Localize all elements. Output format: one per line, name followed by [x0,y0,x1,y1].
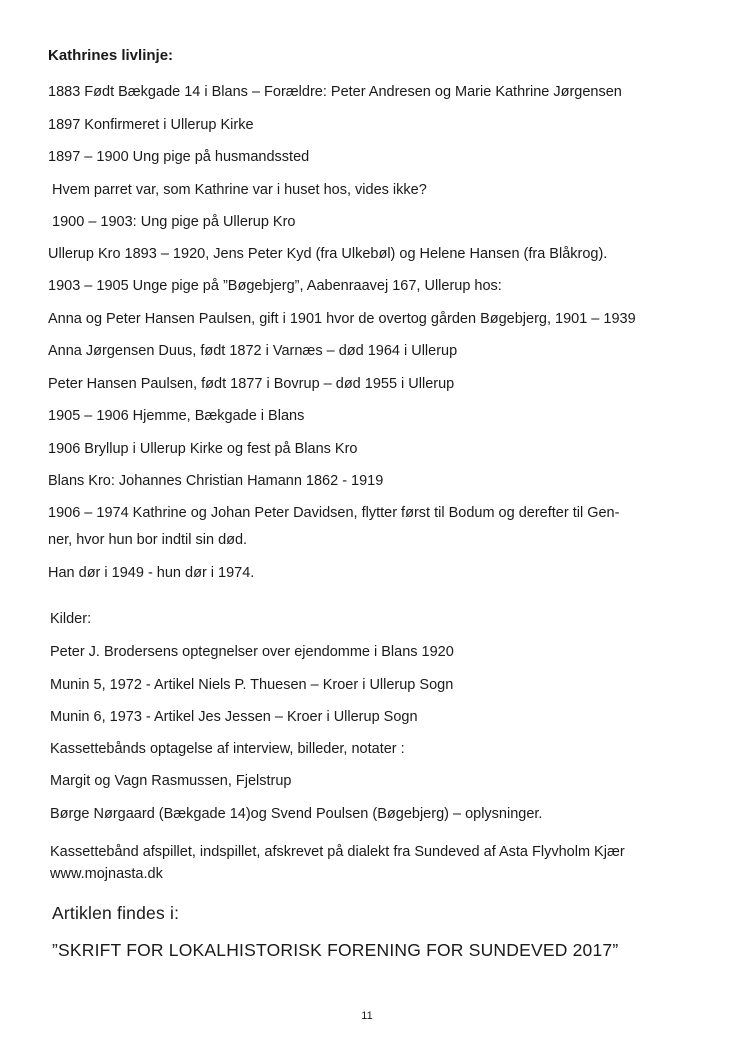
source-line: Margit og Vagn Rasmussen, Fjelstrup [50,773,292,789]
timeline-line: ner, hvor hun bor indtil sin død. [48,532,248,548]
timeline-line: 1906 – 1974 Kathrine og Johan Peter Davidsen, flytter først til Bodum og derefter til Gen- [48,505,620,521]
section-heading: Kathrines livlinje: [48,47,174,64]
article-heading: Artiklen findes i: [52,903,180,923]
source-line: Kassettebånd afspillet, indspillet, afskrevet på dialekt fra Sundeved af Asta Flyvholm Kjær [50,844,625,860]
timeline-line: 1897 – 1900 Ung pige på husmandssted [48,149,310,165]
timeline-line: Han dør i 1949 - hun dør i 1974. [48,565,255,581]
source-line: Børge Nørgaard (Bækgade 14)og Svend Poulsen (Bøgebjerg) – oplysninger. [50,806,543,822]
timeline-line: 1903 – 1905 Unge pige på ”Bøgebjerg”, Aabenraavej 167, Ullerup hos: [48,278,502,294]
sources-heading: Kilder: [50,611,92,627]
timeline-line: Peter Hansen Paulsen, født 1877 i Bovrup – død 1955 i Ullerup [48,376,455,392]
timeline-line: Ullerup Kro 1893 – 1920, Jens Peter Kyd (fra Ulkebøl) og Helene Hansen (fra Blåkrog). [48,246,608,262]
source-line: Munin 5, 1972 - Artikel Niels P. Thuesen – Kroer i Ullerup Sogn [50,677,454,693]
source-line: Peter J. Brodersens optegnelser over ejendomme i Blans 1920 [50,644,454,660]
timeline-line: 1897 Konfirmeret i Ullerup Kirke [48,117,254,133]
timeline-line: Anna og Peter Hansen Paulsen, gift i 1901 hvor de overtog gården Bøgebjerg, 1901 – 1939 [48,311,636,327]
timeline-line: 1900 – 1903: Ung pige på Ullerup Kro [48,214,296,230]
timeline-line: 1905 – 1906 Hjemme, Bækgade i Blans [48,408,305,424]
timeline-line: 1883 Født Bækgade 14 i Blans – Forældre: Peter Andresen og Marie Kathrine Jørgensen [48,84,622,100]
article-title: ”SKRIFT FOR LOKALHISTORISK FORENING FOR SUNDEVED 2017” [52,940,619,960]
website-link[interactable]: www.mojnasta.dk [50,866,163,882]
timeline-line: Blans Kro: Johannes Christian Hamann 1862 - 1919 [48,473,384,489]
timeline-line: Anna Jørgensen Duus, født 1872 i Varnæs – død 1964 i Ullerup [48,343,458,359]
source-line: Kassettebånds optagelse af interview, billeder, notater : [50,741,405,757]
timeline-line: 1906 Bryllup i Ullerup Kirke og fest på Blans Kro [48,441,358,457]
timeline-line: Hvem parret var, som Kathrine var i huset hos, vides ikke? [48,182,427,198]
page-number: 11 [361,1010,373,1022]
source-line: Munin 6, 1973 - Artikel Jes Jessen – Kroer i Ullerup Sogn [50,709,418,725]
